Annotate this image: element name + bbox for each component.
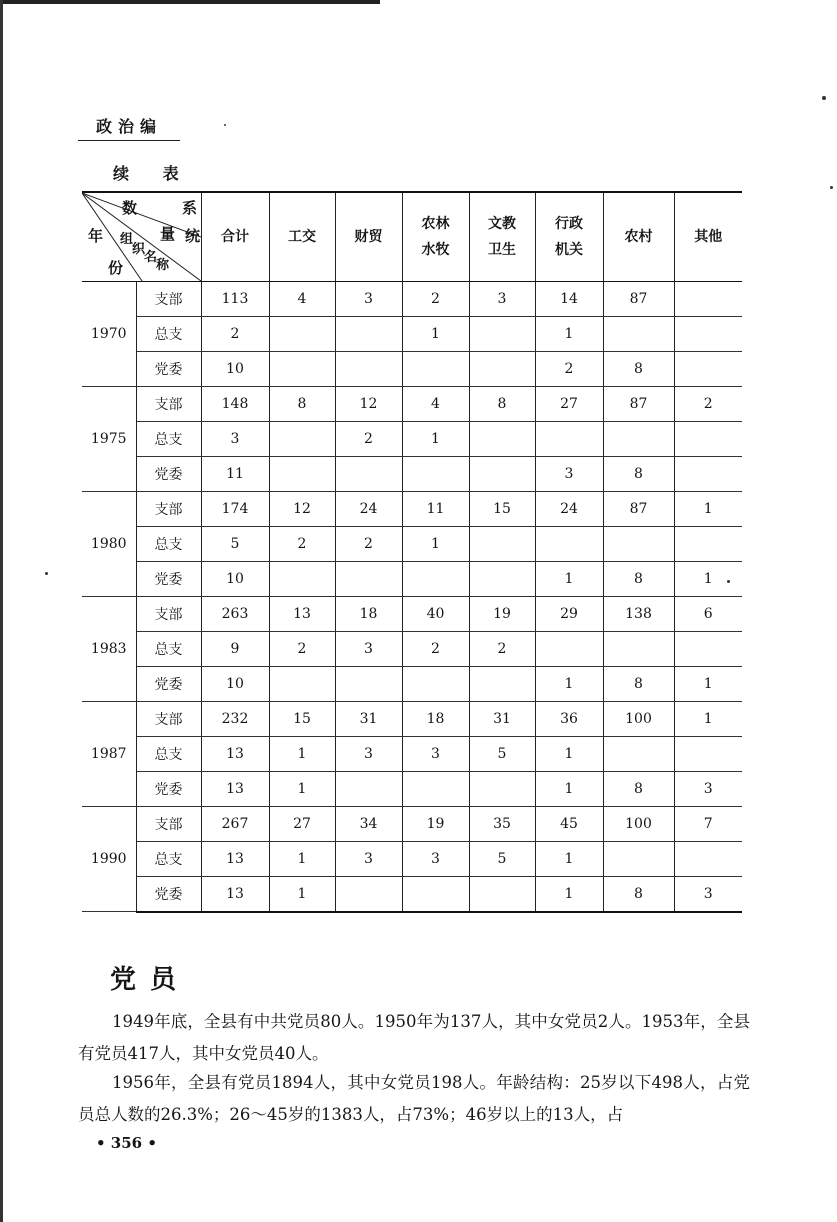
value-cell-other (674, 632, 742, 667)
value-cell-total: 13 (201, 842, 269, 877)
value-cell-government (535, 422, 603, 457)
value-cell-total: 13 (201, 737, 269, 772)
value-cell-rural: 87 (603, 492, 674, 527)
table-row (82, 562, 742, 597)
value-cell-agriculture: 3 (402, 842, 469, 877)
value-cell-total: 232 (201, 702, 269, 737)
value-cell-culture-health: 2 (469, 632, 535, 667)
org-type-cell: 党委 (136, 352, 201, 387)
value-cell-government: 2 (535, 352, 603, 387)
value-cell-industry-transport (269, 667, 335, 702)
value-cell-rural: 87 (603, 387, 674, 422)
org-type-cell: 总支 (136, 317, 201, 352)
table-row (82, 527, 742, 562)
year-cell: 1975 (82, 387, 136, 492)
table-row (82, 597, 742, 632)
value-cell-industry-transport: 1 (269, 842, 335, 877)
value-cell-agriculture: 11 (402, 492, 469, 527)
table-row (82, 492, 742, 527)
value-cell-agriculture (402, 772, 469, 807)
org-type-cell: 支部 (136, 597, 201, 632)
value-cell-culture-health (469, 562, 535, 597)
value-cell-industry-transport: 12 (269, 492, 335, 527)
table-row (82, 352, 742, 387)
value-cell-rural: 100 (603, 807, 674, 842)
value-cell-industry-transport: 27 (269, 807, 335, 842)
value-cell-finance-trade: 2 (335, 527, 402, 562)
value-cell-government: 29 (535, 597, 603, 632)
value-cell-other (674, 352, 742, 387)
scan-edge-top (0, 0, 380, 4)
value-cell-total: 10 (201, 667, 269, 702)
org-type-cell: 党委 (136, 772, 201, 807)
value-cell-culture-health: 5 (469, 842, 535, 877)
table-caption: 续 表 (113, 164, 193, 183)
org-type-cell: 党委 (136, 457, 201, 492)
table-row (82, 317, 742, 352)
value-cell-industry-transport: 8 (269, 387, 335, 422)
header-rule (78, 140, 180, 141)
org-type-cell: 总支 (136, 527, 201, 562)
value-cell-culture-health (469, 667, 535, 702)
scan-speck (822, 96, 826, 100)
value-cell-other: 3 (674, 877, 742, 912)
year-cell: 1983 (82, 597, 136, 702)
value-cell-finance-trade: 34 (335, 807, 402, 842)
corner-label-quantity-2: 量 (160, 225, 176, 243)
org-type-cell: 党委 (136, 562, 201, 597)
value-cell-rural: 8 (603, 667, 674, 702)
value-cell-industry-transport: 1 (269, 772, 335, 807)
value-cell-rural (603, 632, 674, 667)
value-cell-finance-trade (335, 667, 402, 702)
value-cell-government: 45 (535, 807, 603, 842)
value-cell-rural: 87 (603, 282, 674, 317)
value-cell-industry-transport: 4 (269, 282, 335, 317)
value-cell-rural: 8 (603, 562, 674, 597)
corner-label-org-3: 名 (144, 250, 158, 265)
corner-label-system-2: 统 (185, 227, 201, 245)
value-cell-finance-trade: 24 (335, 492, 402, 527)
value-cell-total: 113 (201, 282, 269, 317)
value-cell-finance-trade: 3 (335, 282, 402, 317)
value-cell-finance-trade: 3 (335, 632, 402, 667)
value-cell-total: 148 (201, 387, 269, 422)
value-cell-culture-health: 5 (469, 737, 535, 772)
value-cell-other (674, 422, 742, 457)
table-row (82, 667, 742, 702)
table-row (82, 632, 742, 667)
col-header-other: 其他 (674, 192, 742, 282)
value-cell-rural: 138 (603, 597, 674, 632)
value-cell-agriculture (402, 667, 469, 702)
table-row (82, 877, 742, 912)
value-cell-finance-trade (335, 562, 402, 597)
table-row (82, 737, 742, 772)
value-cell-agriculture: 4 (402, 387, 469, 422)
value-cell-agriculture (402, 457, 469, 492)
corner-label-quantity-1: 数 (122, 199, 138, 217)
value-cell-agriculture (402, 352, 469, 387)
col-header-agriculture: 农林 水牧 (402, 192, 469, 282)
value-cell-government: 1 (535, 667, 603, 702)
value-cell-rural (603, 422, 674, 457)
value-cell-government: 1 (535, 842, 603, 877)
value-cell-government (535, 527, 603, 562)
value-cell-culture-health (469, 877, 535, 912)
corner-header-cell (82, 192, 201, 282)
table-row (82, 457, 742, 492)
corner-label-org-2: 织 (132, 242, 146, 257)
value-cell-other: 2 (674, 387, 742, 422)
org-type-cell: 总支 (136, 842, 201, 877)
scan-speck (830, 186, 833, 189)
value-cell-culture-health (469, 352, 535, 387)
value-cell-industry-transport: 1 (269, 737, 335, 772)
value-cell-finance-trade: 18 (335, 597, 402, 632)
value-cell-government: 3 (535, 457, 603, 492)
value-cell-other (674, 282, 742, 317)
col-header-rural: 农村 (603, 192, 674, 282)
corner-label-year-1: 年 (88, 227, 104, 245)
table-row (82, 422, 742, 457)
value-cell-industry-transport (269, 352, 335, 387)
org-type-cell: 总支 (136, 737, 201, 772)
org-type-cell: 党委 (136, 877, 201, 912)
scan-speck (727, 580, 730, 583)
value-cell-industry-transport (269, 422, 335, 457)
value-cell-government: 36 (535, 702, 603, 737)
value-cell-total: 174 (201, 492, 269, 527)
value-cell-other: 1 (674, 667, 742, 702)
value-cell-government: 1 (535, 562, 603, 597)
value-cell-industry-transport (269, 457, 335, 492)
value-cell-total: 5 (201, 527, 269, 562)
value-cell-total: 2 (201, 317, 269, 352)
value-cell-finance-trade (335, 457, 402, 492)
value-cell-finance-trade: 31 (335, 702, 402, 737)
value-cell-agriculture: 40 (402, 597, 469, 632)
value-cell-other: 7 (674, 807, 742, 842)
value-cell-agriculture: 2 (402, 282, 469, 317)
value-cell-industry-transport (269, 562, 335, 597)
value-cell-rural: 8 (603, 877, 674, 912)
value-cell-other: 3 (674, 772, 742, 807)
value-cell-total: 267 (201, 807, 269, 842)
value-cell-finance-trade: 12 (335, 387, 402, 422)
table-header-row (82, 192, 742, 282)
col-header-finance-trade: 财贸 (335, 192, 402, 282)
table-row (82, 842, 742, 877)
table-row (82, 772, 742, 807)
value-cell-total: 11 (201, 457, 269, 492)
value-cell-other (674, 527, 742, 562)
org-type-cell: 党委 (136, 667, 201, 702)
value-cell-industry-transport: 2 (269, 527, 335, 562)
value-cell-rural: 8 (603, 457, 674, 492)
value-cell-culture-health (469, 772, 535, 807)
value-cell-finance-trade (335, 317, 402, 352)
col-header-culture-health: 文教 卫生 (469, 192, 535, 282)
col-header-total: 合计 (201, 192, 269, 282)
value-cell-agriculture: 3 (402, 737, 469, 772)
org-type-cell: 支部 (136, 492, 201, 527)
value-cell-other (674, 457, 742, 492)
value-cell-other: 6 (674, 597, 742, 632)
value-cell-rural (603, 317, 674, 352)
value-cell-total: 13 (201, 877, 269, 912)
value-cell-industry-transport: 1 (269, 877, 335, 912)
value-cell-culture-health: 15 (469, 492, 535, 527)
value-cell-rural (603, 737, 674, 772)
org-type-cell: 总支 (136, 422, 201, 457)
value-cell-total: 13 (201, 772, 269, 807)
value-cell-other (674, 317, 742, 352)
value-cell-other (674, 842, 742, 877)
year-cell: 1990 (82, 807, 136, 912)
value-cell-government: 1 (535, 317, 603, 352)
scan-speck (224, 124, 226, 126)
value-cell-total: 9 (201, 632, 269, 667)
value-cell-government: 27 (535, 387, 603, 422)
value-cell-government: 1 (535, 772, 603, 807)
value-cell-government: 24 (535, 492, 603, 527)
value-cell-culture-health (469, 527, 535, 562)
col-header-government: 行政 机关 (535, 192, 603, 282)
value-cell-rural (603, 527, 674, 562)
value-cell-other (674, 737, 742, 772)
value-cell-other: 1 (674, 702, 742, 737)
value-cell-government: 1 (535, 737, 603, 772)
org-type-cell: 支部 (136, 282, 201, 317)
value-cell-agriculture: 18 (402, 702, 469, 737)
paragraph-1: 1949年底，全县有中共党员80人。1950年为137人，其中女党员2人。1953年，全县有党员417人，其中女党员40人。 (78, 1012, 750, 1063)
value-cell-rural (603, 842, 674, 877)
value-cell-culture-health (469, 457, 535, 492)
org-type-cell: 支部 (136, 807, 201, 842)
org-type-cell: 支部 (136, 387, 201, 422)
col-header-industry-transport: 工交 (269, 192, 335, 282)
value-cell-total: 10 (201, 562, 269, 597)
org-type-cell: 总支 (136, 632, 201, 667)
party-organization-table (82, 191, 742, 913)
corner-label-org-1: 组 (120, 232, 134, 247)
table-row (82, 387, 742, 422)
org-type-cell: 支部 (136, 702, 201, 737)
value-cell-culture-health: 19 (469, 597, 535, 632)
value-cell-total: 3 (201, 422, 269, 457)
value-cell-finance-trade (335, 772, 402, 807)
corner-label-year-2: 份 (108, 259, 124, 277)
value-cell-culture-health (469, 317, 535, 352)
value-cell-agriculture: 1 (402, 422, 469, 457)
year-cell: 1980 (82, 492, 136, 597)
table-body (82, 282, 742, 912)
value-cell-industry-transport: 13 (269, 597, 335, 632)
scan-edge-left (0, 0, 3, 1222)
value-cell-finance-trade: 3 (335, 842, 402, 877)
value-cell-agriculture: 1 (402, 317, 469, 352)
year-cell: 1970 (82, 282, 136, 387)
running-header: 政治编 (96, 117, 163, 136)
corner-label-org-4: 称 (156, 258, 170, 273)
section-title: 党员 (110, 965, 191, 995)
value-cell-culture-health (469, 422, 535, 457)
value-cell-industry-transport (269, 317, 335, 352)
table-row (82, 807, 742, 842)
value-cell-rural: 8 (603, 772, 674, 807)
value-cell-industry-transport: 15 (269, 702, 335, 737)
scan-speck (45, 572, 48, 575)
year-cell: 1987 (82, 702, 136, 807)
value-cell-agriculture: 1 (402, 527, 469, 562)
value-cell-other: 1 (674, 562, 742, 597)
table-row (82, 702, 742, 737)
value-cell-rural: 100 (603, 702, 674, 737)
value-cell-culture-health: 35 (469, 807, 535, 842)
value-cell-industry-transport: 2 (269, 632, 335, 667)
paragraph-2: 1956年，全县有党员1894人，其中女党员198人。年龄结构：25岁以下498人，占党员总人数的26.3%；26～45岁的1383人，占73%；46岁以上的13人，占 (78, 1073, 750, 1124)
value-cell-finance-trade: 3 (335, 737, 402, 772)
value-cell-culture-health: 3 (469, 282, 535, 317)
value-cell-finance-trade: 2 (335, 422, 402, 457)
value-cell-government: 14 (535, 282, 603, 317)
value-cell-total: 263 (201, 597, 269, 632)
value-cell-finance-trade (335, 877, 402, 912)
value-cell-agriculture (402, 562, 469, 597)
value-cell-agriculture: 19 (402, 807, 469, 842)
value-cell-government: 1 (535, 877, 603, 912)
value-cell-total: 10 (201, 352, 269, 387)
value-cell-agriculture (402, 877, 469, 912)
value-cell-finance-trade (335, 352, 402, 387)
value-cell-rural: 8 (603, 352, 674, 387)
table-row (82, 282, 742, 317)
value-cell-other: 1 (674, 492, 742, 527)
value-cell-culture-health: 8 (469, 387, 535, 422)
value-cell-culture-health: 31 (469, 702, 535, 737)
value-cell-government (535, 632, 603, 667)
corner-label-system-1: 系 (182, 199, 198, 217)
value-cell-agriculture: 2 (402, 632, 469, 667)
page-number: • 356 • (96, 1134, 157, 1152)
